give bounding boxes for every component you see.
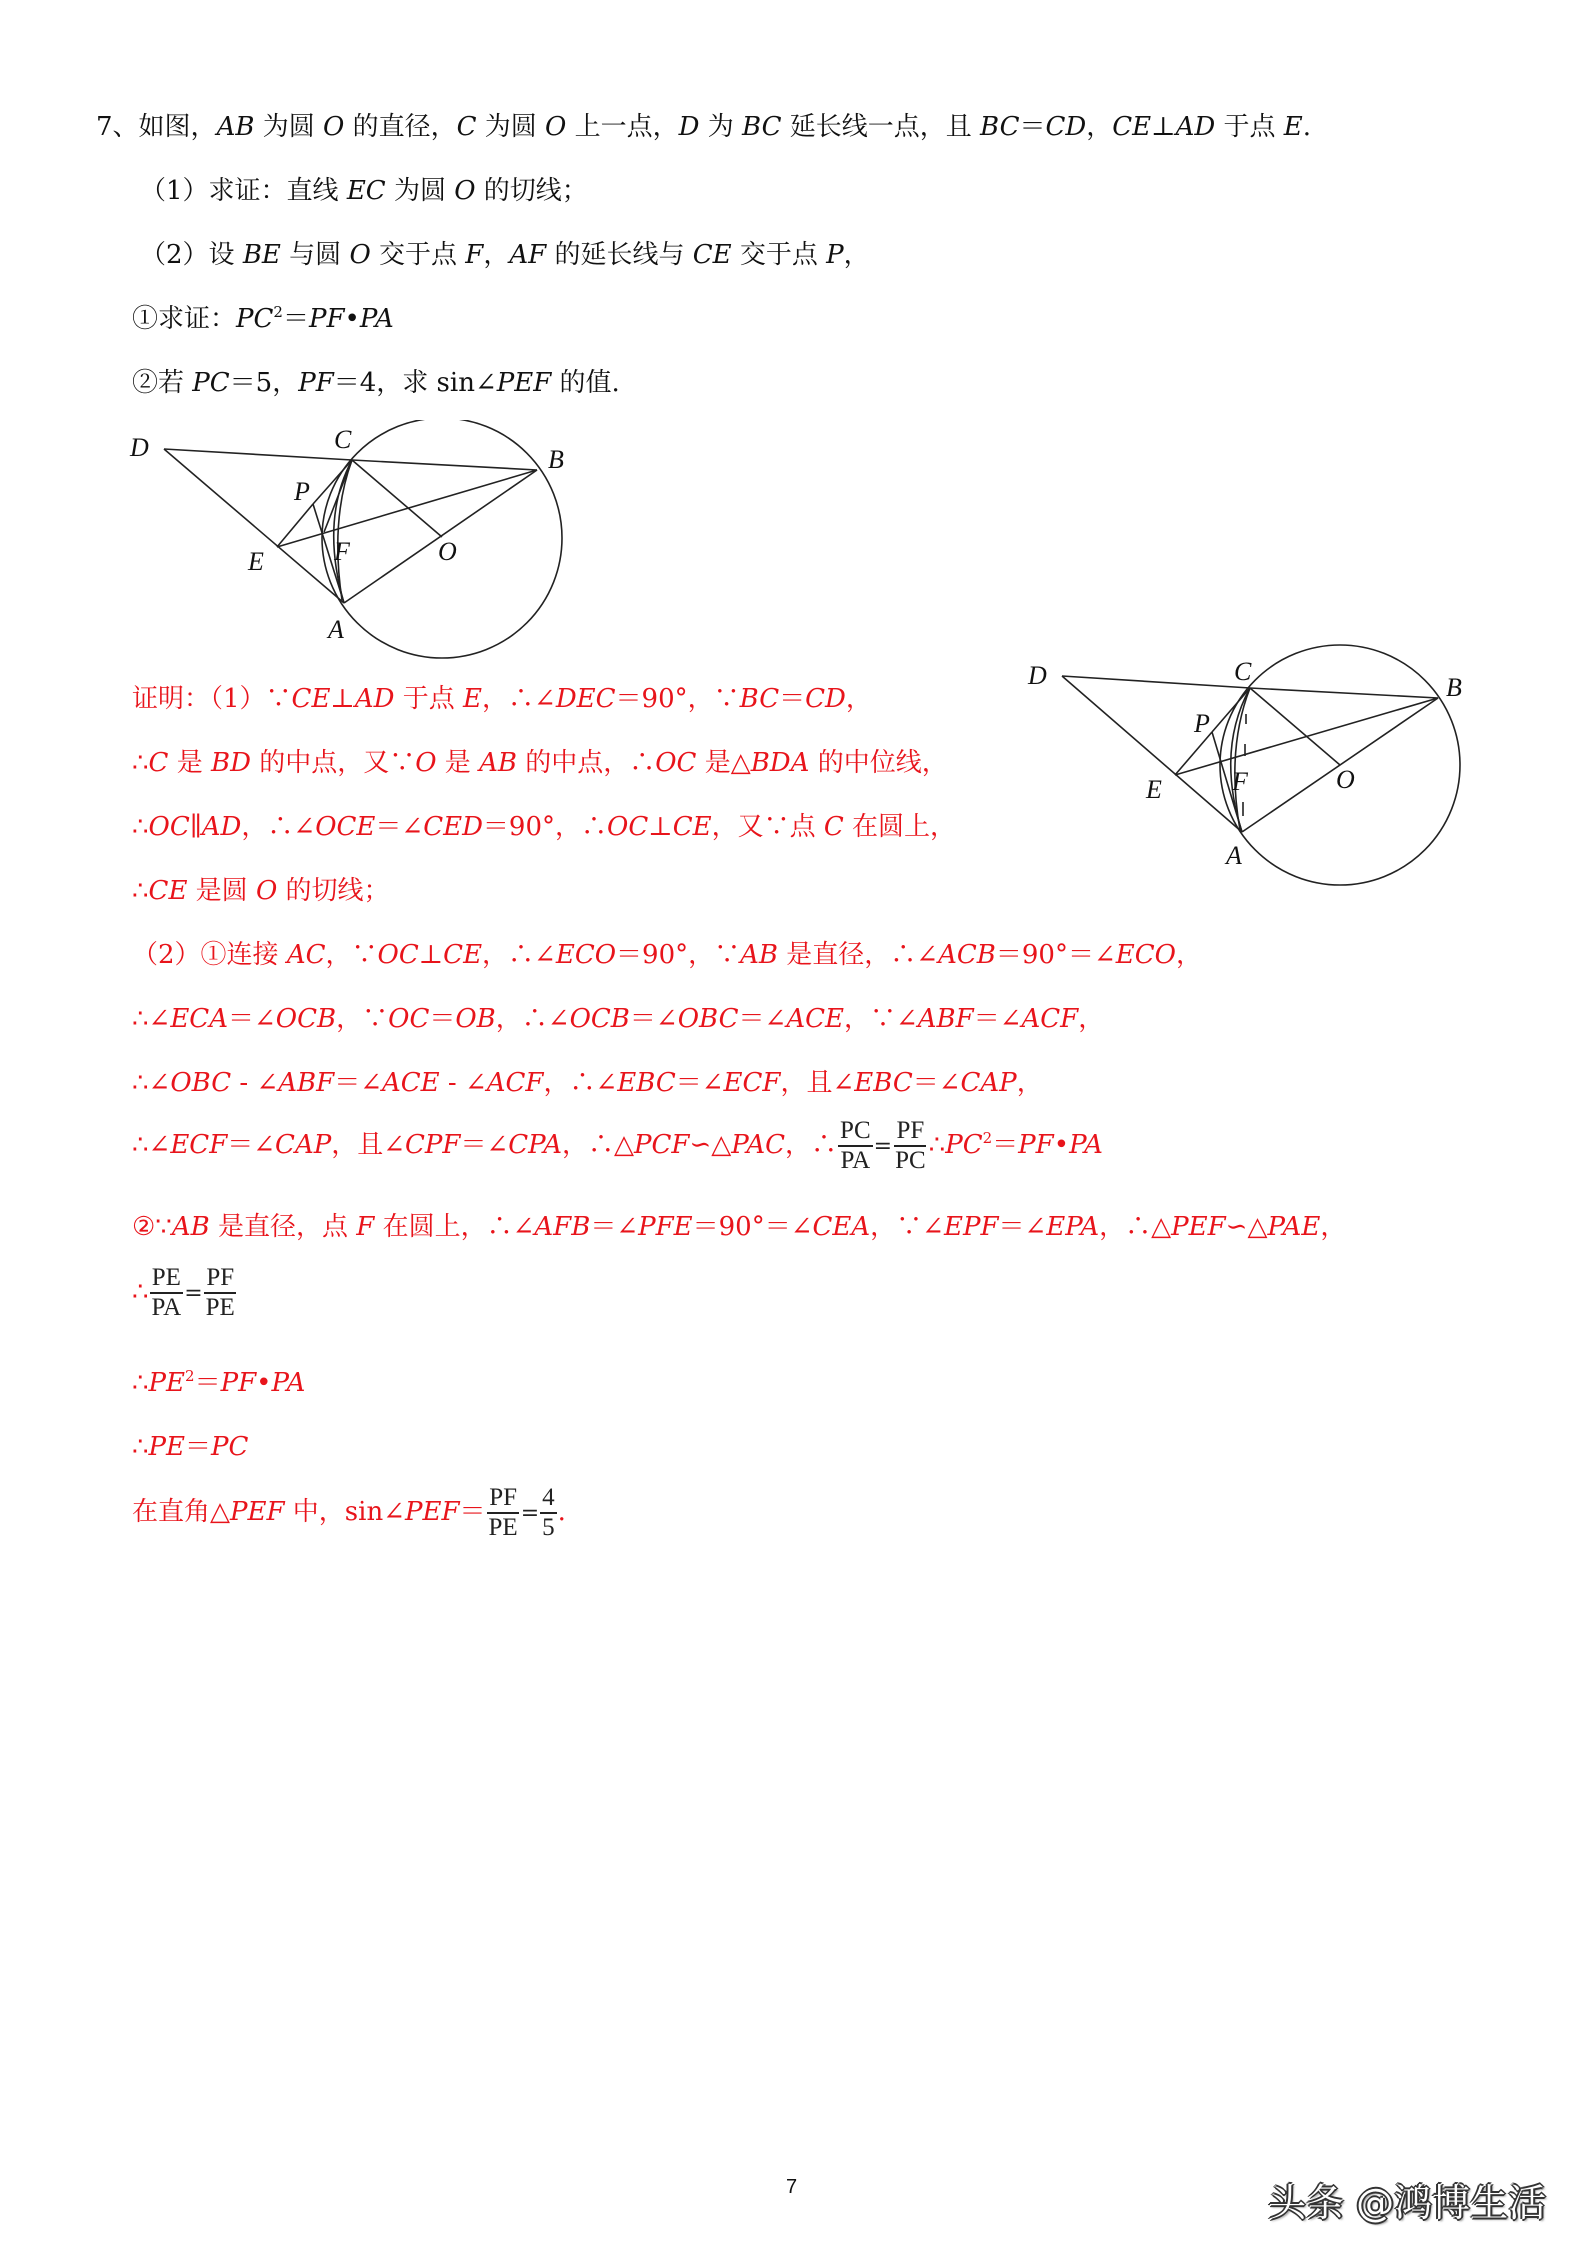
label-E: E [1146,775,1162,804]
label-A: A [328,615,344,644]
fraction: $\frac{PC}{PA}$ [840,1117,871,1174]
problem-part-1: （1）求证：直线 EC 为圆 O 的切线； [140,176,588,206]
label-C: C [1234,657,1252,686]
problem-part-2: （2）设 BE 与圆 O 交于点 F，AF 的延长线与 CE 交于点 P， [140,240,870,270]
solution-line-6: ∴∠ECA＝∠OCB，∵OC＝OB，∴∠OCB＝∠OBC＝∠ACE，∵∠ABF＝∠ACF， [132,1004,1105,1034]
label-P: P [294,477,310,506]
fraction: $\frac{4}{5}$ [542,1484,555,1541]
label-A: A [1226,841,1242,870]
label-O: O [438,537,457,566]
fraction: $\frac{PF}{PC}$ [895,1117,926,1174]
solution-line-10: ∴ $\frac{PE}{PA}$ = $\frac{PF}{PE}$ [132,1264,235,1321]
problem-part-2-1: ①求证：$PC^2=PF•PA$ [132,303,394,334]
problem-number: 7、 [96,112,139,142]
label-F: F [334,537,350,566]
solution-line-1: 证明：（1）∵CE⊥AD 于点 E，∴∠DEC＝90°，∵BC＝CD， [132,684,872,714]
solution-line-2: ∴C 是 BD 的中点，又∵O 是 AB 的中点，∴OC 是△BDA 的中位线， [132,748,948,778]
solution-line-5: （2）①连接 AC，∵OC⊥CE，∴∠ECO＝90°，∵AB 是直径，∴∠ACB＝90°＝∠ECO， [132,940,1202,970]
label-C: C [334,425,352,454]
geometry-figure-problem [120,420,580,660]
solution-line-13: 在直角△PEF 中，sin∠PEF＝ $\frac{PF}{PE}$ = $\frac{4}{5}$ . [132,1484,566,1541]
solution-line-3: ∴OC∥AD，∴∠OCE＝∠CED＝90°，∴OC⊥CE，又∵点 C 在圆上， [132,812,956,842]
label-F: F [1232,767,1248,796]
label-O: O [1336,765,1355,794]
geometry-figure-solution [1010,640,1480,910]
page-number: 7 [786,2176,798,2198]
label-B: B [1446,673,1462,702]
solution-line-8: ∴∠ECF＝∠CAP，且∠CPF＝∠CPA，∴△PCF∽△PAC，∴ $\frac{PC}{PA}$ = $\frac{PF}{PC}$ $\therefore PC^2=PF•PA$ [132,1117,1103,1174]
label-D: D [130,433,149,462]
label-B: B [548,445,564,474]
solution-line-9: ②∵AB 是直径，点 F 在圆上，∴∠AFB＝∠PFE＝90°＝∠CEA，∵∠EPF＝∠EPA，∴△PEF∽△PAE， [132,1212,1347,1242]
fraction: $\frac{PF}{PE}$ [205,1264,235,1321]
fraction: $\frac{PF}{PE}$ [488,1484,518,1541]
fraction: $\frac{PE}{PA}$ [151,1264,182,1321]
label-D: D [1028,661,1047,690]
solution-line-11: $\therefore PE^2=PF•PA$ [132,1367,306,1398]
solution-line-7: ∴∠OBC - ∠ABF＝∠ACE - ∠ACF，∴∠EBC＝∠ECF，且∠EBC＝∠CAP， [132,1068,1043,1098]
label-E: E [248,547,264,576]
problem-part-2-2: ②若 PC＝5，PF＝4，求 sin∠PEF 的值. [132,368,620,398]
label-P: P [1194,709,1210,738]
solution-line-4: ∴CE 是圆 O 的切线； [132,876,390,906]
solution-line-12: ∴PE＝PC [132,1432,249,1462]
problem-stem: 7、如图，AB 为圆 O 的直径，C 为圆 O 上一点，D 为 BC 延长线一点，且 BC＝CD，CE⊥AD 于点 E. [96,112,1312,142]
watermark: 头条 @鸿博生活 [1268,2181,1547,2225]
